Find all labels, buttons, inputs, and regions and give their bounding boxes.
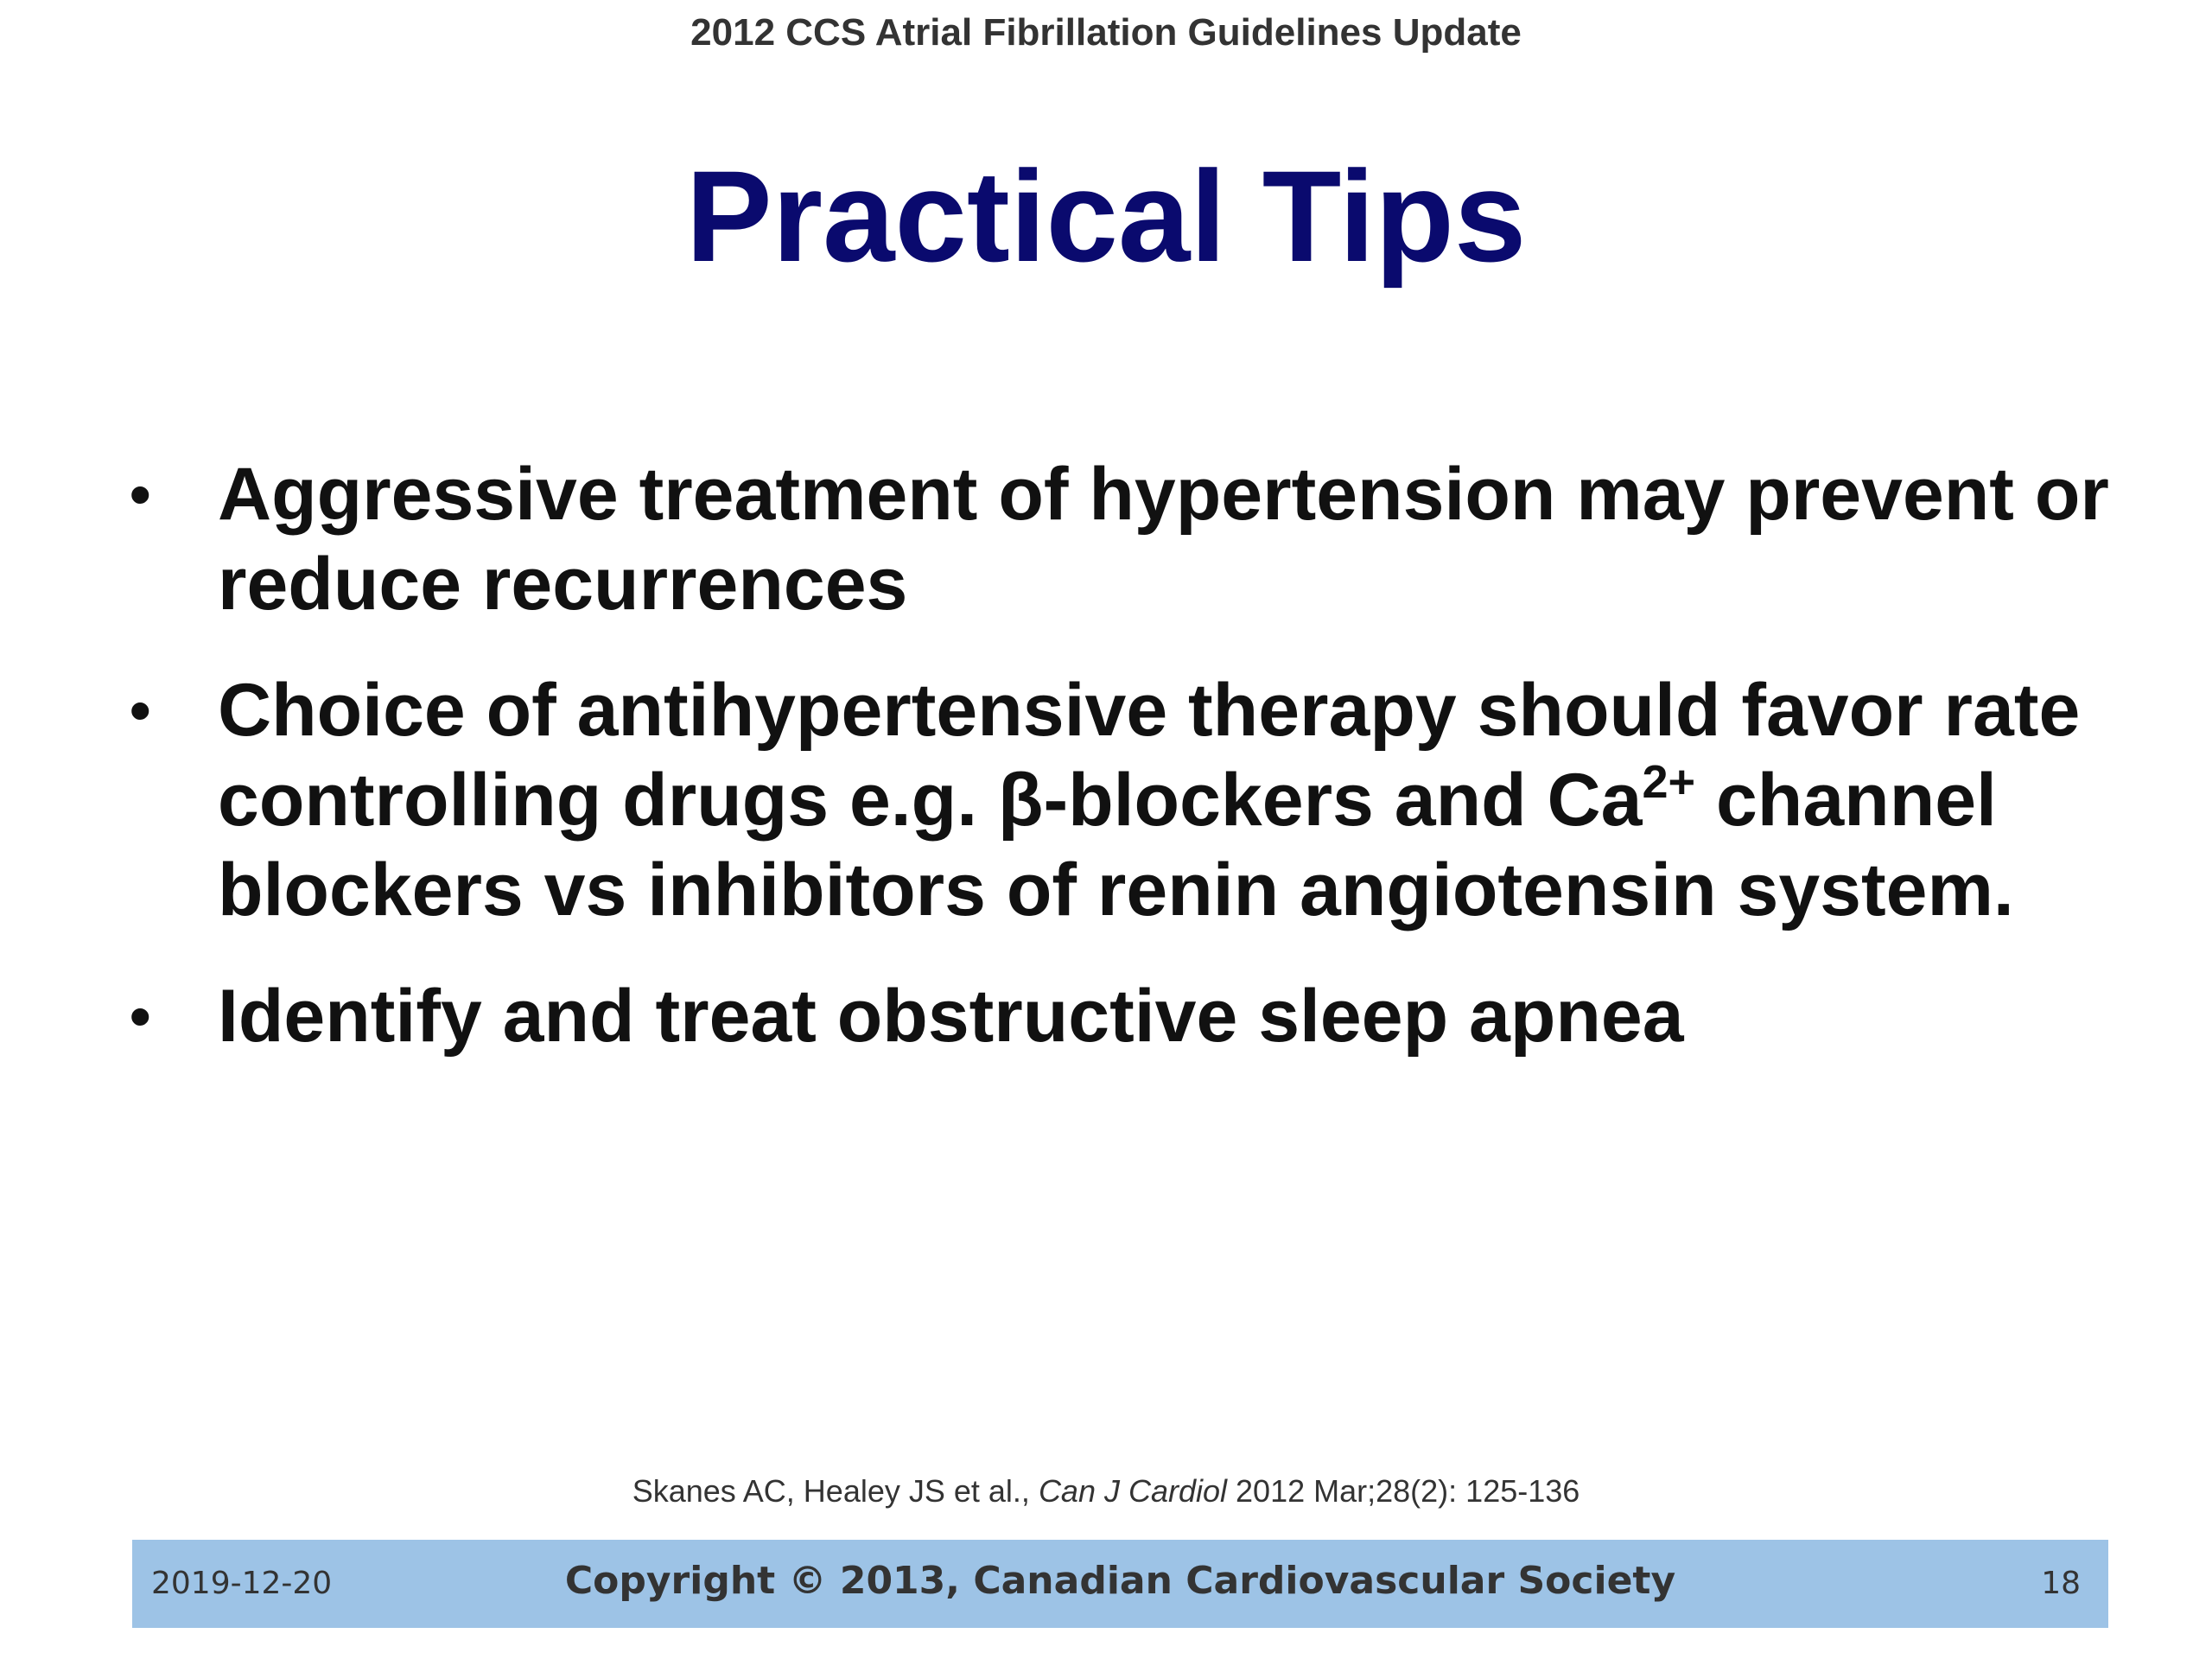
bullet-text-part-2: channel blockers vs inhibitors of renin angiotensin system. xyxy=(218,759,2014,931)
citation-journal: Can J Cardiol xyxy=(1038,1473,1228,1509)
calcium-superscript: 2+ xyxy=(1642,756,1696,808)
bullet-text xyxy=(218,665,2117,935)
bullet-marker: • xyxy=(130,461,151,528)
bullet-item-antihypertensive-choice xyxy=(130,665,2117,935)
bullet-item-hypertension-treatment xyxy=(130,449,2117,629)
slide-title: Practical Tips xyxy=(685,143,1527,289)
footer-page-number: 18 xyxy=(2041,1566,2081,1601)
footer-bar xyxy=(132,1540,2108,1628)
bullet-marker: • xyxy=(130,677,151,744)
bullet-text: Identify and treat obstructive sleep apnea xyxy=(218,975,1684,1058)
citation xyxy=(0,1473,2212,1510)
citation-details: 2012 Mar;28(2): 125-136 xyxy=(1227,1473,1580,1509)
footer-copyright: Copyright © 2013, Canadian Cardiovascular Society xyxy=(564,1559,1676,1603)
bullet-marker: • xyxy=(130,982,151,1050)
footer-date: 2019-12-20 xyxy=(151,1566,333,1601)
bullet-text: Aggressive treatment of hypertension may prevent or reduce recurrences xyxy=(218,453,2109,626)
bullet-item-sleep-apnea xyxy=(130,971,2117,1061)
bullet-list xyxy=(130,449,2117,1097)
bullet-text-part-1: Choice of antihypertensive therapy should favor rate controlling drugs e.g. β-blockers and Ca xyxy=(218,669,2081,842)
citation-authors: Skanes AC, Healey JS et al., xyxy=(632,1473,1039,1509)
slide-header-title: 2012 CCS Atrial Fibrillation Guidelines Update xyxy=(690,11,1522,54)
